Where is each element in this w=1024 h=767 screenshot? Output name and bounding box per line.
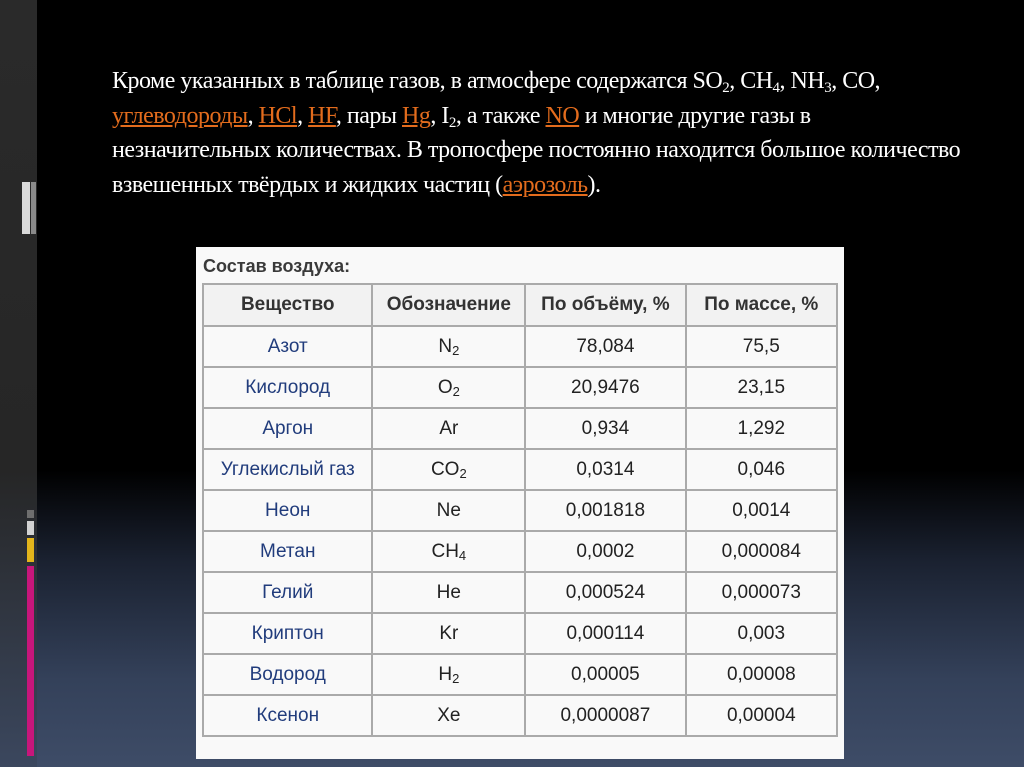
mass-percent: 75,5 xyxy=(686,326,837,367)
link-hydrocarbons[interactable]: углеводороды xyxy=(112,102,248,129)
substance-symbol: $N_2$ xyxy=(372,326,525,367)
air-composition-card xyxy=(196,247,844,759)
mass-percent: 0,00004 xyxy=(686,695,837,736)
link-hf[interactable]: HF xyxy=(308,102,336,129)
volume-percent: 20,9476 xyxy=(525,367,685,408)
accent-mark-top-dark xyxy=(31,182,36,234)
volume-percent: 0,934 xyxy=(525,408,685,449)
substance-symbol: He xyxy=(372,572,525,613)
table-row xyxy=(203,695,837,736)
substance-name[interactable]: Кислород xyxy=(203,367,372,408)
table-row xyxy=(203,449,837,490)
volume-percent: 0,0314 xyxy=(525,449,685,490)
substance-symbol: $CO_2$ xyxy=(372,449,525,490)
table-row xyxy=(203,531,837,572)
mass-percent: 0,000073 xyxy=(686,572,837,613)
header-substance: Вещество xyxy=(203,284,372,326)
mass-percent: 0,046 xyxy=(686,449,837,490)
substance-name[interactable]: Метан xyxy=(203,531,372,572)
accent-mark-yellow xyxy=(27,538,34,562)
accent-mark-top-light xyxy=(22,182,30,234)
air-composition-table xyxy=(202,283,838,737)
substance-symbol: $CH_4$ xyxy=(372,531,525,572)
mass-percent: 0,00008 xyxy=(686,654,837,695)
substance-symbol: $H_2$ xyxy=(372,654,525,695)
table-row xyxy=(203,367,837,408)
substance-symbol: Ar xyxy=(372,408,525,449)
mass-percent: 0,0014 xyxy=(686,490,837,531)
link-no[interactable]: NO xyxy=(545,102,580,129)
volume-percent: 0,000114 xyxy=(525,613,685,654)
header-by-volume: По объёму, % xyxy=(525,284,685,326)
table-row xyxy=(203,572,837,613)
substance-name[interactable]: Ксенон xyxy=(203,695,372,736)
accent-mark-magenta xyxy=(27,566,34,756)
table-caption: Состав воздуха: xyxy=(203,256,351,276)
table-row xyxy=(203,490,837,531)
substance-symbol: Ne xyxy=(372,490,525,531)
volume-percent: 0,0002 xyxy=(525,531,685,572)
substance-name[interactable]: Азот xyxy=(203,326,372,367)
link-hcl[interactable]: HCl xyxy=(258,102,298,129)
table-row xyxy=(203,326,837,367)
table-row xyxy=(203,408,837,449)
table-header-row xyxy=(203,284,837,326)
substance-symbol: $O_2$ xyxy=(372,367,525,408)
table-row xyxy=(203,613,837,654)
volume-percent: 0,001818 xyxy=(525,490,685,531)
substance-name[interactable]: Аргон xyxy=(203,408,372,449)
substance-name[interactable]: Углекислый газ xyxy=(203,449,372,490)
substance-name[interactable]: Криптон xyxy=(203,613,372,654)
substance-symbol: Kr xyxy=(372,613,525,654)
mass-percent: 0,003 xyxy=(686,613,837,654)
header-by-mass: По массе, % xyxy=(686,284,837,326)
volume-percent: 0,0000087 xyxy=(525,695,685,736)
mass-percent: 1,292 xyxy=(686,408,837,449)
volume-percent: 0,000524 xyxy=(525,572,685,613)
accent-mark-gray xyxy=(27,510,34,518)
header-symbol: Обозначение xyxy=(372,284,525,326)
mass-percent: 23,15 xyxy=(686,367,837,408)
link-hg[interactable]: Hg xyxy=(402,102,431,129)
substance-name[interactable]: Гелий xyxy=(203,572,372,613)
substance-symbol: Xe xyxy=(372,695,525,736)
mass-percent: 0,000084 xyxy=(686,531,837,572)
substance-name[interactable]: Водород xyxy=(203,654,372,695)
volume-percent: 0,00005 xyxy=(525,654,685,695)
link-aerosol[interactable]: аэрозоль xyxy=(502,171,588,198)
volume-percent: 78,084 xyxy=(525,326,685,367)
substance-name[interactable]: Неон xyxy=(203,490,372,531)
table-row xyxy=(203,654,837,695)
intro-paragraph: Кроме указанных в таблице газов, в атмосфере содержатся $SO_2$, $CH_4$, $NH_3$, CO, углеводороды, HCl, HF, пары Hg, $I_2$, а также NO и многие другие газы в незначительных количествах. В тропосфере постоянно находится большое количество взвешенных твёрдых и жидких частиц (аэрозоль). xyxy=(112,68,961,198)
accent-mark-white xyxy=(27,521,34,535)
